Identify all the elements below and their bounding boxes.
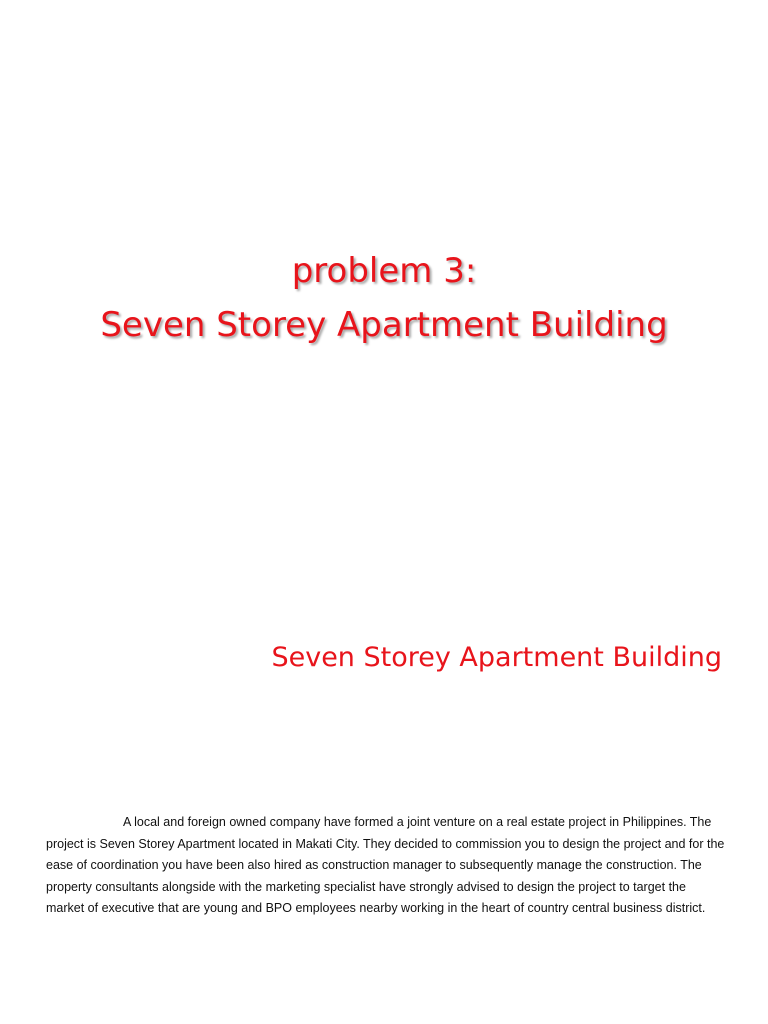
section-heading: Seven Storey Apartment Building <box>271 642 722 673</box>
title-problem-number: problem 3: <box>291 251 477 291</box>
title-block <box>0 244 768 352</box>
title-project-name: Seven Storey Apartment Building <box>100 305 668 345</box>
project-description-paragraph: A local and foreign owned company have formed a joint venture on a real estate project in Philippines. The project is Seven Storey Apartment located in Makati City. They decided to commission you to design the project and for the ease of coordination you have been also hired as construction manager to subsequently manage the construction. The property consultants alongside with the marketing specialist have strongly advised to design the project to target the market of executive that are young and BPO employees nearby working in the heart of country central business district. <box>46 815 725 916</box>
